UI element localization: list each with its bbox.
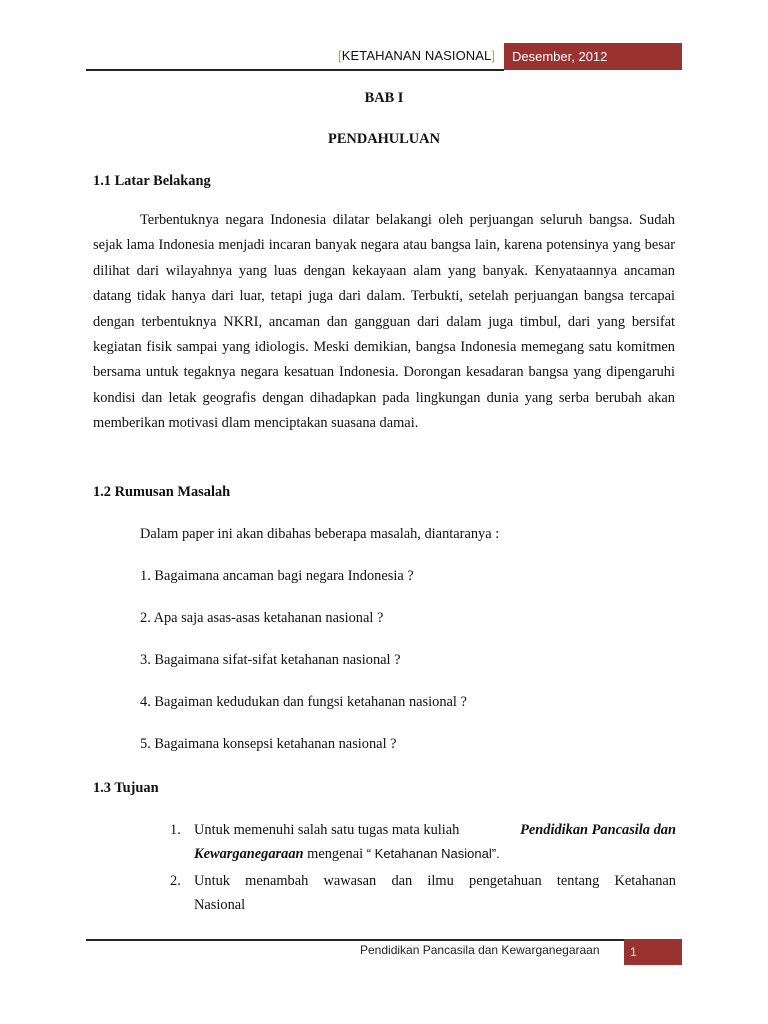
- footer-rule: [86, 939, 624, 941]
- header-bracket-close: ]: [491, 48, 496, 63]
- tujuan-item-1-pre: Untuk memenuhi salah satu tugas mata kuliah: [194, 822, 460, 838]
- header-title-text: KETAHANAN NASIONAL: [341, 48, 492, 63]
- tujuan-item-2-number: 2.: [170, 873, 181, 889]
- tujuan-item-2-line2: Nasional: [194, 897, 246, 913]
- running-header-title: [338, 48, 495, 63]
- tujuan-item-1: [170, 818, 676, 866]
- header-date-box: Desember, 2012: [504, 43, 682, 70]
- footer-page-number: 1: [624, 939, 682, 965]
- header-bracket-open: [: [338, 48, 342, 63]
- tujuan-item-2-line1: Untuk menambah wawasan dan ilmu pengetahuan tentang Ketahanan: [194, 873, 676, 889]
- rumusan-item-2: 2. Apa saja asas-asas ketahanan nasional ?: [140, 610, 384, 626]
- section-heading-rumusan-masalah: 1.2 Rumusan Masalah: [93, 484, 231, 500]
- tujuan-item-1-number: 1.: [170, 822, 181, 838]
- rumusan-intro: Dalam paper ini akan dibahas beberapa masalah, diantaranya :: [140, 526, 500, 542]
- tujuan-item-1-quote: “ Ketahanan Nasional”.: [366, 846, 500, 861]
- tujuan-item-1-course-part1: Pendidikan Pancasila dan: [520, 822, 676, 838]
- tujuan-item-2: [170, 869, 676, 917]
- rumusan-item-5: 5. Bagaimana konsepsi ketahanan nasional ?: [140, 736, 397, 752]
- tujuan-item-2-text: [194, 869, 676, 917]
- section-heading-tujuan: 1.3 Tujuan: [93, 780, 159, 796]
- rumusan-item-3: 3. Bagaimana sifat-sifat ketahanan nasional ?: [140, 652, 401, 668]
- tujuan-item-1-mid: mengenai: [307, 846, 364, 862]
- tujuan-item-1-text: [194, 818, 676, 866]
- header-rule: [86, 69, 504, 71]
- tujuan-item-1-course-part2: Kewarganegaraan: [194, 846, 304, 862]
- section-heading-latar-belakang: 1.1 Latar Belakang: [93, 173, 211, 189]
- latar-belakang-paragraph: Terbentuknya negara Indonesia dilatar belakangi oleh perjuangan seluruh bangsa. Sudah sejak lama Indonesia menjadi incaran banyak negara atau bangsa lain, karena potensinya yang besar dilihat dari wilayahnya yang luas dengan kekayaan alam yang banyak. Kenyataannya ancaman datang tidak hanya dari luar, tetapi juga dari dalam. Terbukti, setelah perjuangan bangsa tercapai dengan terbentuknya NKRI, ancaman dan gangguan dari dalam juga timbul, dari yang bersifat kegiatan fisik sampai yang idiologis. Meski demikian, bangsa Indonesia memegang satu komitmen bersama untuk tegaknya negara kesatuan Indonesia. Dorongan kesadaran bangsa yang dipengaruhi kondisi dan letak geografis dengan dihadapkan pada lingkungan dunia yang serba berubah akan memberikan motivasi dlam menciptakan suasana damai.: [93, 212, 675, 432]
- rumusan-item-1: 1. Bagaimana ancaman bagi negara Indonesia ?: [140, 568, 414, 584]
- rumusan-item-4: 4. Bagaiman kedudukan dan fungsi ketahanan nasional ?: [140, 694, 467, 710]
- chapter-title: PENDAHULUAN: [328, 131, 440, 147]
- chapter-label: BAB I: [364, 90, 404, 106]
- footer-course-name: Pendidikan Pancasila dan Kewarganegaraan: [360, 943, 600, 957]
